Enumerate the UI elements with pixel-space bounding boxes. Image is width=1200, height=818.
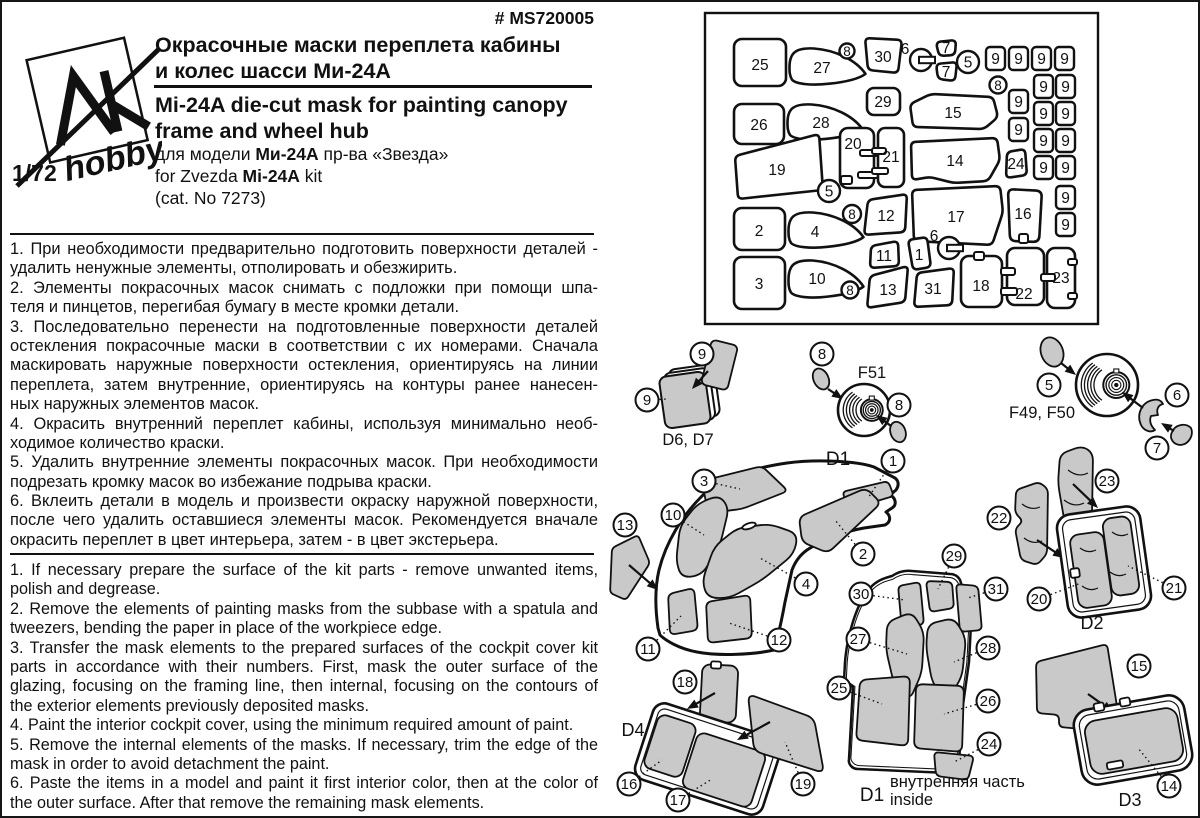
instructions-russian bbox=[10, 240, 598, 550]
mask-piece-22 bbox=[1015, 483, 1048, 564]
title-russian-line1: Окрасочные маски переплета кабины bbox=[155, 33, 561, 57]
diagram-text: 30 bbox=[874, 49, 892, 66]
mask-piece-13 bbox=[610, 536, 649, 599]
sheet-piece-9 bbox=[1034, 75, 1053, 98]
divider-middle bbox=[10, 553, 594, 555]
label-D6, D7 bbox=[662, 431, 713, 449]
sheet-piece-9 bbox=[1009, 118, 1028, 141]
label-D1 bbox=[860, 785, 884, 806]
instructions-english bbox=[10, 561, 598, 813]
instruction-en-line: the exterior elements previously deposited masks. bbox=[10, 696, 369, 715]
instruction-en-item-4 bbox=[10, 716, 598, 735]
sheet-piece-29 bbox=[867, 88, 900, 115]
diagram-text: 8 bbox=[843, 44, 851, 59]
sheet-piece-9 bbox=[1055, 47, 1074, 70]
label-D4 bbox=[621, 720, 644, 740]
sheet-piece-14 bbox=[911, 138, 999, 183]
instruction-ru-item-2 bbox=[10, 279, 598, 318]
sheet-piece-23 bbox=[1041, 248, 1077, 308]
diagram-text: 11 bbox=[875, 248, 893, 265]
kit-info-line-3: (cat. No 7273) bbox=[155, 188, 266, 208]
sheet-piece-9 bbox=[1056, 102, 1075, 125]
diagram-text: 24 bbox=[980, 736, 998, 754]
diagram-text: 5 bbox=[1044, 377, 1054, 395]
diagram-text: внутренняя часть bbox=[890, 773, 1025, 791]
diagram-text: 15 bbox=[944, 105, 962, 122]
diagram-text: 9 bbox=[1061, 217, 1070, 234]
diagram-text: 24 bbox=[1007, 156, 1025, 173]
sheet-piece-16 bbox=[1008, 189, 1041, 243]
instruction-ru-item-3 bbox=[10, 318, 598, 415]
sheet-piece-25 bbox=[734, 39, 786, 86]
instruction-ru-line: 4. Окрасить внутренний переплет кабины, используя минимально необ- bbox=[10, 414, 598, 433]
diagram-text: 3 bbox=[754, 276, 764, 293]
sheet-piece-9 bbox=[1034, 129, 1053, 152]
wheel-f51 bbox=[838, 384, 890, 436]
diagram-text: 1 bbox=[888, 453, 898, 471]
diagram-text: 2 bbox=[754, 223, 764, 240]
arrow bbox=[1061, 363, 1076, 375]
sheet-piece-9 bbox=[986, 47, 1005, 70]
diagram-text: D1 bbox=[825, 449, 851, 470]
instruction-ru-line: переплета, затем внутренние, ориентируясь на контуры ранее нанесен- bbox=[10, 375, 598, 394]
diagram-text: D1 bbox=[859, 785, 885, 806]
diagram-text: 9 bbox=[642, 392, 652, 410]
scale-badge: 1/72 bbox=[12, 160, 57, 186]
notch bbox=[1119, 697, 1130, 707]
diagram-text: 7 bbox=[941, 40, 951, 57]
sheet-piece-3 bbox=[734, 257, 785, 309]
sheet-piece-7 bbox=[937, 62, 957, 81]
diagram-text: 9 bbox=[1037, 51, 1046, 68]
diagram-text: F51 bbox=[857, 364, 887, 382]
notch bbox=[1107, 760, 1124, 770]
instruction-ru-line: ходимое количество краски. bbox=[10, 433, 225, 452]
sheet-piece-9 bbox=[1009, 90, 1028, 113]
title-english-line1: Mi-24A die-cut mask for painting canopy bbox=[155, 93, 568, 117]
diagram-text: 4 bbox=[810, 224, 820, 241]
sheet-piece-9 bbox=[1056, 156, 1075, 179]
diagram-text: 4 bbox=[801, 576, 811, 594]
diagram-text: 15 bbox=[1130, 658, 1148, 676]
instruction-ru-line: остекления покрасочные маски в соответствии с их номерами. Сначала bbox=[10, 336, 598, 355]
instruction-en-line: 6. Paste the items in a model and paint it first interior color, then at the color of bbox=[10, 774, 598, 793]
sheet-piece-24 bbox=[1006, 150, 1026, 178]
label-F51 bbox=[858, 364, 886, 382]
sheet-piece-9 bbox=[1056, 213, 1075, 236]
instruction-en-line: 5. Remove the internal elements of the masks. If necessary, trim the edge of the bbox=[10, 735, 598, 754]
instruction-ru-item-5 bbox=[10, 453, 598, 492]
mask bbox=[810, 366, 833, 392]
diagram-text: 8 bbox=[846, 283, 854, 298]
diagram-text: 16 bbox=[1014, 206, 1032, 223]
instruction-en-item-3 bbox=[10, 639, 598, 717]
label-внутренняя часть bbox=[890, 773, 1025, 791]
instruction-en-line: tweezers, bending the paper in place of the workpiece edge. bbox=[10, 619, 442, 638]
diagram-text: 19 bbox=[794, 776, 812, 794]
diagram-text: 12 bbox=[770, 632, 788, 650]
diagram-text: 12 bbox=[877, 208, 895, 225]
diagram-text: 8 bbox=[994, 78, 1002, 93]
sheet-piece-22 bbox=[1001, 248, 1044, 305]
diagram-text: 18 bbox=[972, 278, 990, 295]
diagram-text: 25 bbox=[751, 57, 769, 74]
diagram-text: 22 bbox=[990, 510, 1008, 528]
diagram-text: 29 bbox=[945, 548, 963, 566]
sheet-piece-5 bbox=[818, 180, 840, 202]
instruction-en-line: parts in accordance with their numbers. First, mask the outer surface of the bbox=[10, 657, 598, 676]
divider-top bbox=[10, 233, 594, 235]
sheet-piece-9 bbox=[1032, 47, 1051, 70]
label-D2 bbox=[1080, 613, 1103, 633]
sheet-piece-11 bbox=[870, 242, 899, 268]
diagram-text: 13 bbox=[616, 517, 634, 535]
diagram-text: 20 bbox=[1030, 591, 1048, 609]
diagram-text: 23 bbox=[1098, 473, 1116, 491]
label-D3 bbox=[1118, 790, 1141, 810]
diagram-text: 9 bbox=[1014, 94, 1023, 111]
diagram-text: 21 bbox=[882, 149, 900, 166]
diagram-text: D2 bbox=[1080, 613, 1104, 633]
panel-29 bbox=[927, 581, 954, 611]
sheet-piece-9 bbox=[1056, 129, 1075, 152]
panel-25 bbox=[856, 677, 909, 746]
diagram-text: 26 bbox=[750, 117, 768, 134]
sheet-piece-26 bbox=[734, 104, 784, 144]
diagram-text: 28 bbox=[979, 640, 997, 658]
title-english-line2: frame and wheel hub bbox=[155, 119, 369, 143]
diagram-text: 8 bbox=[894, 397, 904, 415]
instruction-en-item-2 bbox=[10, 600, 598, 639]
title-russian-line2: и колес шасси Ми-24А bbox=[155, 59, 391, 83]
panel-12 bbox=[706, 596, 751, 643]
sheet-piece-31 bbox=[914, 269, 953, 307]
diagram-text: 31 bbox=[987, 581, 1005, 599]
title-russian bbox=[155, 32, 560, 84]
label-inside bbox=[890, 791, 933, 809]
diagram-text: 14 bbox=[946, 153, 964, 170]
sheet-piece-9 bbox=[1034, 102, 1053, 125]
diagram-text: 6 bbox=[1172, 387, 1182, 405]
instruction-ru-line: 5. Удалить внутренние элементы покрасочных масок. При необходимости bbox=[10, 453, 598, 472]
sheet-piece-8 bbox=[840, 44, 855, 60]
callout-9 bbox=[691, 343, 714, 366]
diagram-text: 5 bbox=[963, 54, 973, 72]
kit-info-line-2: for Zvezda Mi-24A kit bbox=[155, 166, 323, 186]
instruction-ru-line: ных наружных элементов масок. bbox=[10, 395, 260, 414]
panel-26 bbox=[914, 684, 964, 751]
diagram-text: 9 bbox=[1060, 51, 1069, 68]
instruction-en-line: 3. Transfer the mask elements to the prepared surfaces of the cockpit cover kit bbox=[10, 638, 598, 657]
diagram-text: 26 bbox=[979, 693, 997, 711]
title-english bbox=[155, 92, 568, 144]
diagram-text: 8 bbox=[848, 207, 856, 222]
sheet-piece-21 bbox=[872, 128, 904, 187]
instruction-ru-line: окрасить переплет в цвет интерьера, затем - в цвет экстерьера. bbox=[10, 530, 499, 549]
instruction-en-line: polish and degrease. bbox=[10, 580, 161, 599]
instruction-en-item-5 bbox=[10, 736, 598, 775]
diagram-text: 6 bbox=[929, 228, 939, 245]
diagram-text: 17 bbox=[669, 792, 687, 810]
diagram-text: 14 bbox=[1160, 778, 1178, 796]
notch bbox=[711, 661, 721, 669]
diagram-text: 21 bbox=[1165, 580, 1183, 598]
diagram-text: 9 bbox=[1061, 106, 1070, 123]
instruction-ru-line: 6. Вклеить детали в модель и произвести окраску наружной поверхности, bbox=[10, 492, 598, 511]
callout-23 bbox=[1096, 470, 1119, 493]
diagram-text: 30 bbox=[852, 586, 870, 604]
diagram-text: 22 bbox=[1015, 286, 1033, 303]
mask bbox=[887, 420, 908, 445]
diagram-text: 11 bbox=[640, 641, 656, 659]
callout-7 bbox=[1146, 437, 1169, 460]
diagram-text: F49, F50 bbox=[1008, 404, 1076, 422]
sheet-piece-20 bbox=[840, 128, 878, 188]
sheet-piece-9 bbox=[1009, 47, 1028, 70]
diagram-text: 9 bbox=[1039, 106, 1048, 123]
diagram-text: 10 bbox=[664, 507, 682, 525]
diagram-text: 17 bbox=[947, 209, 965, 226]
sheet-piece-8 bbox=[842, 282, 859, 299]
instruction-ru-item-1 bbox=[10, 240, 598, 279]
notch bbox=[1093, 702, 1104, 712]
diagram-text: 5 bbox=[824, 183, 834, 201]
instruction-en-item-6 bbox=[10, 774, 598, 813]
diagram-text: D4 bbox=[621, 720, 645, 740]
sheet-piece-9 bbox=[1056, 75, 1075, 98]
diagram-text: 18 bbox=[676, 674, 694, 692]
diagram-text: 20 bbox=[844, 136, 862, 153]
instruction-ru-line: удалить ненужные элементы, отполировать и обезжирить. bbox=[10, 259, 458, 278]
diagram-text: 9 bbox=[991, 51, 1000, 68]
diagram-text: 6 bbox=[900, 41, 910, 58]
kit-info bbox=[155, 143, 448, 209]
sheet-piece-15 bbox=[911, 94, 998, 129]
label-D1 bbox=[826, 449, 850, 470]
instruction-en-line: mask in order to avoid detachment the paint. bbox=[10, 754, 330, 773]
instruction-ru-line: 2. Элементы покрасочных масок снимать с подложки при помощи шпа- bbox=[10, 278, 598, 297]
instruction-en-line: 1. If necessary prepare the surface of the kit parts - remove unwanted items, bbox=[10, 561, 598, 579]
diagram-text: 13 bbox=[879, 282, 897, 299]
diagram-text: 16 bbox=[620, 776, 638, 794]
sheet-piece-17 bbox=[912, 186, 1002, 245]
diagram-text: 8 bbox=[817, 346, 827, 364]
wheel-f49-f50 bbox=[1076, 354, 1138, 416]
sheet-piece-18 bbox=[961, 252, 1002, 307]
diagram-text: D6, D7 bbox=[662, 431, 714, 449]
mask-piece-18 bbox=[700, 664, 739, 723]
callout-8 bbox=[888, 394, 911, 417]
callout-8 bbox=[811, 343, 834, 366]
diagram-text: 7 bbox=[941, 64, 951, 81]
notch bbox=[1070, 568, 1080, 578]
diagram-text: 27 bbox=[849, 631, 867, 649]
diagram-text: 19 bbox=[768, 162, 786, 179]
mask-hub-crescent bbox=[1139, 400, 1163, 432]
mask-sheet-diagram bbox=[702, 10, 1102, 328]
diagram-text: 9 bbox=[1061, 190, 1070, 207]
diagram-text: 9 bbox=[1014, 122, 1023, 139]
instruction-en-line: glazing, focusing on the framing line, then internal, focusing on the contours of bbox=[10, 677, 598, 696]
label-F49, F50 bbox=[1009, 404, 1075, 422]
callout-6 bbox=[1166, 384, 1189, 407]
diagram-text: 9 bbox=[1039, 133, 1048, 150]
instruction-ru-line: 3. Последовательно перенести на подготовленные поверхности деталей bbox=[10, 317, 598, 336]
logo-hobby-text: hobby bbox=[60, 129, 162, 190]
kit-info-line-1: для модели Ми-24А пр-ва «Звезда» bbox=[155, 144, 449, 164]
diagram-text: 28 bbox=[812, 115, 830, 132]
sheet-piece-9 bbox=[1056, 186, 1075, 209]
panel-11 bbox=[668, 589, 697, 634]
callout-15 bbox=[1128, 655, 1151, 678]
sheet-piece-8 bbox=[843, 205, 861, 223]
panel-31 bbox=[956, 584, 981, 631]
instruction-ru-item-6 bbox=[10, 492, 598, 550]
diagram-text: 9 bbox=[1014, 51, 1023, 68]
diagram-text: 9 bbox=[1061, 133, 1070, 150]
mask-hub-bean bbox=[1171, 425, 1192, 445]
diagram-text: 9 bbox=[697, 346, 707, 364]
diagram-text: 29 bbox=[874, 94, 892, 111]
title-divider bbox=[154, 85, 592, 88]
callout-18 bbox=[674, 671, 697, 694]
instruction-en-line: 2. Remove the elements of painting masks from the subbase with a spatula and bbox=[10, 599, 598, 618]
sheet-piece-9 bbox=[1034, 156, 1053, 179]
diagram-text: 9 bbox=[1061, 160, 1070, 177]
sheet-piece-5 bbox=[957, 51, 979, 73]
diagram-text: 7 bbox=[1152, 440, 1162, 458]
assembly-diagrams bbox=[602, 332, 1200, 818]
sheet-piece-1 bbox=[909, 238, 931, 270]
part-number: # MS720005 bbox=[494, 8, 594, 28]
callout-5 bbox=[1038, 374, 1061, 397]
instruction-en-line: the outer surface. After that remove the remaining mask elements. bbox=[10, 793, 485, 812]
diagram-text: 9 bbox=[1039, 160, 1048, 177]
diagram-text: 31 bbox=[924, 281, 942, 298]
instruction-ru-line: подрезать кромку масок во избежание подрыва краски. bbox=[10, 472, 432, 491]
diagram-text: 9 bbox=[1061, 79, 1070, 96]
instruction-ru-line: после чего удалить оставшиеся элементы масок. Рекомендуется вначале bbox=[10, 511, 598, 530]
instruction-en-line: 4. Paint the interior cockpit cover, using the minimum required amount of paint. bbox=[10, 716, 574, 735]
instruction-ru-line: теля и пинцетов, перегибая бумагу в месте кромки детали. bbox=[10, 298, 460, 317]
callout-22 bbox=[988, 507, 1011, 530]
diagram-text: inside bbox=[890, 791, 934, 809]
instruction-ru-item-4 bbox=[10, 415, 598, 454]
diagram-text: 9 bbox=[1039, 79, 1048, 96]
diagram-text: 1 bbox=[914, 247, 924, 264]
sheet-piece-8 bbox=[990, 77, 1007, 94]
diagram-text: 25 bbox=[830, 680, 848, 698]
sheet-piece-2 bbox=[734, 208, 785, 250]
diagram-text: 23 bbox=[1052, 270, 1070, 287]
sheet-piece-30 bbox=[865, 38, 901, 72]
diagram-text: D3 bbox=[1118, 790, 1142, 810]
instruction-ru-line: 1. При необходимости предварительно подготовить поверхности деталей - bbox=[10, 240, 598, 258]
instruction-ru-line: маскировать наружные поверхности остекления, ориентируясь на линии bbox=[10, 356, 598, 375]
sheet-piece-7 bbox=[937, 40, 956, 57]
callout-13 bbox=[614, 514, 637, 537]
sheet-piece-12 bbox=[865, 195, 907, 235]
instruction-en-item-1 bbox=[10, 561, 598, 600]
diagram-text: 10 bbox=[808, 271, 826, 288]
diagram-text: 27 bbox=[813, 60, 831, 77]
diagram-text: 2 bbox=[858, 546, 868, 564]
diagram-text: 3 bbox=[699, 473, 709, 491]
